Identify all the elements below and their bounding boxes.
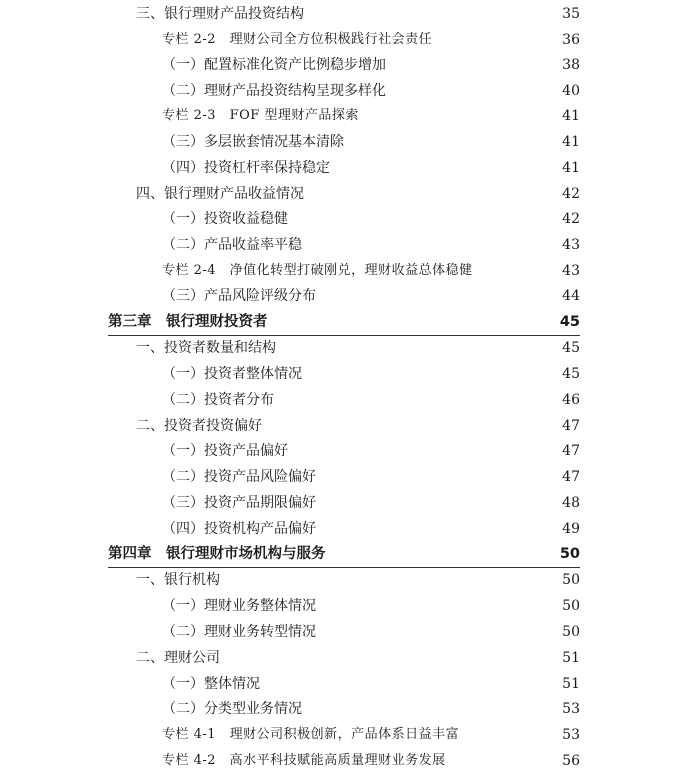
toc-entry-page: 41 (562, 160, 580, 176)
toc-entry-page: 43 (562, 263, 580, 279)
toc-entry-title: 一、投资者数量和结构 (136, 340, 276, 356)
toc-entry[interactable] (0, 491, 700, 515)
toc-entry-title: （一）投资者整体情况 (162, 366, 302, 382)
toc-entry-title: （二）产品收益率平稳 (162, 237, 302, 253)
toc-entry-title: 专栏 4-2 高水平科技赋能高质量理财业务发展 (162, 753, 446, 768)
toc-chapter-title: 第四章 银行理财市场机构与服务 (108, 546, 326, 562)
toc-entry-title: （二）理财业务转型情况 (162, 624, 316, 640)
toc-entry[interactable] (0, 28, 700, 52)
toc-entry-title: （四）投资杠杆率保持稳定 (162, 160, 330, 176)
toc-entry-title: （三）多层嵌套情况基本清除 (162, 134, 344, 150)
toc-entry-page: 42 (562, 211, 580, 227)
toc-entry-title: 专栏 2-3 FOF 型理财产品探索 (162, 108, 359, 123)
toc-entry-title: 专栏 4-1 理财公司积极创新，产品体系日益丰富 (162, 727, 460, 742)
toc-entry-page: 44 (562, 288, 580, 304)
toc-entry-page: 41 (562, 108, 580, 124)
toc-entry-title: 一、银行机构 (136, 572, 220, 588)
toc-entry-page: 40 (562, 83, 580, 99)
toc-entry[interactable] (0, 284, 700, 308)
toc-entry[interactable] (0, 259, 700, 283)
toc-entry[interactable] (0, 723, 700, 747)
toc-entry[interactable] (0, 233, 700, 257)
toc-entry[interactable] (0, 207, 700, 231)
toc-entry-page: 43 (562, 237, 580, 253)
toc-entry-page: 38 (562, 57, 580, 73)
toc-entry[interactable] (0, 362, 700, 386)
toc-entry-title: 二、投资者投资偏好 (136, 418, 262, 434)
toc-entry-page: 42 (562, 186, 580, 202)
toc-entry[interactable] (0, 182, 700, 206)
toc-entry-page: 41 (562, 134, 580, 150)
toc-entry-title: （四）投资机构产品偏好 (162, 521, 316, 537)
toc-entry-title: （二）理财产品投资结构呈现多样化 (162, 83, 386, 99)
toc-entry[interactable] (0, 697, 700, 721)
toc-entry-page: 53 (562, 727, 580, 743)
toc-entry-page: 36 (562, 32, 580, 48)
toc-entry-title: 二、理财公司 (136, 650, 220, 666)
toc-entry-page: 49 (562, 521, 580, 537)
toc-entry-title: （一）配置标准化资产比例稳步增加 (162, 57, 386, 73)
toc-entry-title: （三）投资产品期限偏好 (162, 495, 316, 511)
toc-chapter[interactable] (0, 310, 700, 334)
toc-entry-page: 51 (562, 676, 580, 692)
toc-entry-page: 47 (562, 443, 580, 459)
toc-entry-page: 47 (562, 469, 580, 485)
toc-entry[interactable] (0, 336, 700, 360)
toc-entry[interactable] (0, 465, 700, 489)
toc-entry-page: 50 (562, 572, 580, 588)
toc-entry-title: （三）产品风险评级分布 (162, 288, 316, 304)
toc-entry-title: （二）分类型业务情况 (162, 701, 302, 717)
toc-entry[interactable] (0, 53, 700, 77)
toc-entry-page: 56 (562, 753, 580, 769)
toc-entry[interactable] (0, 2, 700, 26)
toc-entry-title: 三、银行理财产品投资结构 (136, 6, 304, 22)
toc-entry[interactable] (0, 646, 700, 670)
toc-entry[interactable] (0, 414, 700, 438)
toc-entry[interactable] (0, 749, 700, 773)
toc-entry[interactable] (0, 388, 700, 412)
toc-entry[interactable] (0, 130, 700, 154)
toc-entry[interactable] (0, 517, 700, 541)
toc-entry-title: 专栏 2-2 理财公司全方位积极践行社会责任 (162, 32, 433, 47)
toc-entry-page: 51 (562, 650, 580, 666)
toc-entry-title: 专栏 2-4 净值化转型打破刚兑，理财收益总体稳健 (162, 263, 473, 278)
toc-entry-title: （二）投资者分布 (162, 392, 274, 408)
toc-entry-page: 45 (562, 366, 580, 382)
toc-entry[interactable] (0, 156, 700, 180)
toc-chapter-page: 50 (559, 546, 580, 562)
toc-entry[interactable] (0, 620, 700, 644)
toc-chapter-title: 第三章 银行理财投资者 (108, 314, 268, 330)
toc-entry[interactable] (0, 672, 700, 696)
toc-entry[interactable] (0, 568, 700, 592)
toc-chapter-page: 45 (559, 314, 580, 330)
toc-entry[interactable] (0, 594, 700, 618)
toc-entry-page: 35 (562, 6, 580, 22)
toc-entry[interactable] (0, 439, 700, 463)
toc-entry[interactable] (0, 104, 700, 128)
toc-entry-title: （一）投资收益稳健 (162, 211, 288, 227)
toc-entry-page: 50 (562, 624, 580, 640)
toc-entry[interactable] (0, 79, 700, 103)
toc-entry-title: （二）投资产品风险偏好 (162, 469, 316, 485)
toc-entry-title: （一）理财业务整体情况 (162, 598, 316, 614)
toc-entry-page: 48 (562, 495, 580, 511)
toc-entry-title: （一）投资产品偏好 (162, 443, 288, 459)
toc-entry-page: 46 (562, 392, 580, 408)
toc-entry-title: 四、银行理财产品收益情况 (136, 186, 304, 202)
toc-entry-title: （一）整体情况 (162, 676, 260, 692)
toc-chapter[interactable] (0, 542, 700, 566)
toc-entry-page: 45 (562, 340, 580, 356)
toc-entry-page: 50 (562, 598, 580, 614)
toc-entry-page: 53 (562, 701, 580, 717)
toc-entry-page: 47 (562, 418, 580, 434)
